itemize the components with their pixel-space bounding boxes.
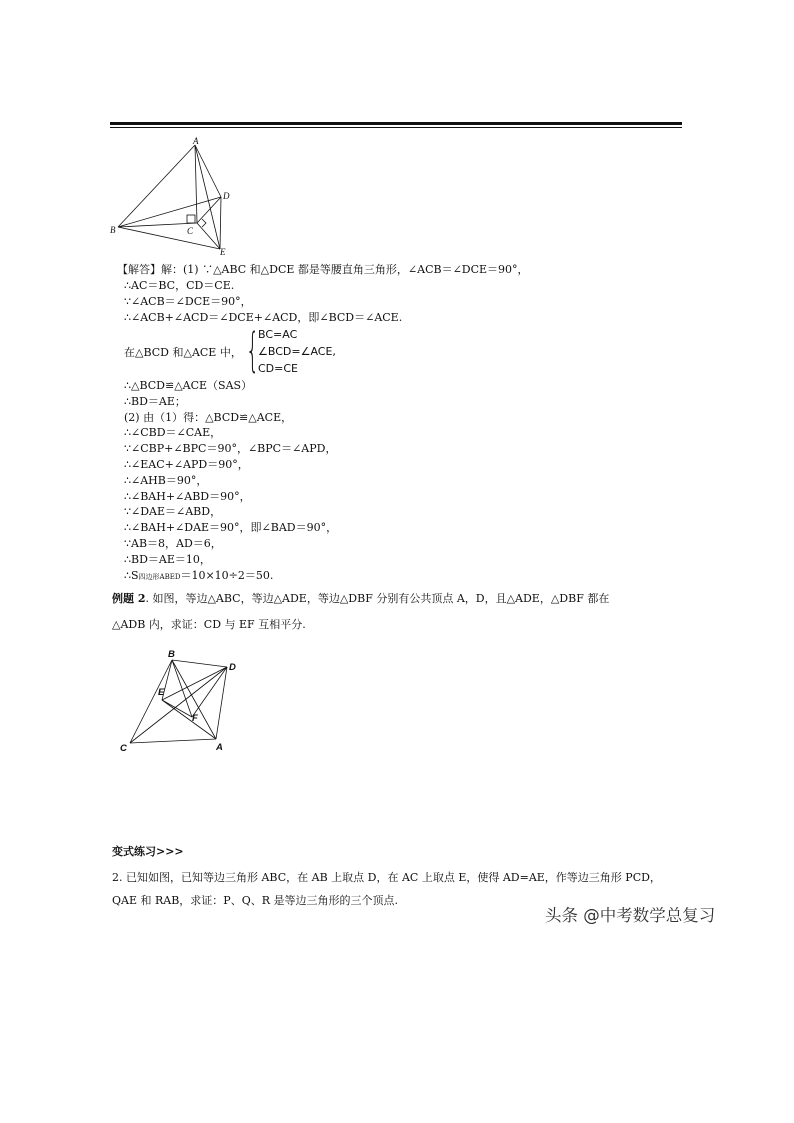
area-line: ∴S四边形ABED＝10×10÷2＝50. <box>124 568 274 582</box>
solution-line: (2) 由（1）得：△BCD≌△ACE， <box>124 410 293 424</box>
example-2-title: 例题 2 <box>112 592 146 605</box>
practice-line-2: QAE 和 RAB，求证：P、Q、R 是等边三角形的三个顶点. <box>112 894 398 907</box>
fig2-segment-fd <box>192 667 227 717</box>
solution-line: ∴AC＝BC，CD＝CE. <box>124 279 235 292</box>
practice-line-1: 2. 已知如图，已知等边三角形 ABC，在 AB 上取点 D，在 AC 上取点 E，使得 AD=AE，作等边三角形 PCD， <box>112 871 661 884</box>
fig2-segment-ba <box>172 660 216 739</box>
solution-line: ∴∠ACB+∠ACD＝∠DCE+∠ACD，即∠BCD＝∠ACE. <box>124 310 403 324</box>
fig1-segment-be <box>118 227 220 249</box>
fig1-segment-ac <box>195 145 197 223</box>
fig1-segment-ad <box>195 145 221 197</box>
system-item: CD=CE <box>258 362 298 375</box>
solution-line: 【解答】解：(1) ∵△ABC 和△DCE 都是等腰直角三角形，∠ACB＝∠DCE＝90°， <box>117 263 529 276</box>
figure-1-diagram <box>110 135 250 255</box>
fig1-right-angle-c <box>187 215 195 223</box>
solution-line: ∴BD＝AE＝10， <box>124 552 211 566</box>
solution-line: ∵∠DAE＝∠ABD， <box>124 505 222 519</box>
solution-line: ∵∠ACB＝∠DCE＝90°， <box>124 294 252 308</box>
system-items <box>258 326 336 377</box>
fig1-label-c: C <box>187 226 194 236</box>
watermark: 头条 @中考数学总复习 <box>545 906 716 925</box>
fig2-label-c: C <box>120 743 127 754</box>
fig1-label-d: D <box>223 191 230 201</box>
practice-heading: 变式练习>>> <box>112 845 184 858</box>
solution-block-2 <box>124 378 337 583</box>
fig2-segment-bf <box>172 660 192 717</box>
solution-line: ∵AB＝8，AD＝6， <box>124 536 222 550</box>
fig2-segment-ca <box>130 739 216 743</box>
fig2-segment-cb <box>130 660 172 743</box>
system-lead: 在△BCD 和△ACE 中， <box>124 346 242 359</box>
solution-line: ∴∠AHB＝90°， <box>124 473 208 487</box>
fig2-label-d: D <box>229 662 236 673</box>
solution-line: ∴∠EAC+∠APD＝90°， <box>124 457 249 471</box>
solution-line: ∴∠CBD＝∠CAE， <box>124 426 222 440</box>
solution-line: ∴∠BAH+∠DAE＝90°，即∠BAD＝90°， <box>124 521 338 535</box>
example-2-line-2: △ADB 内，求证：CD 与 EF 互相平分. <box>112 618 306 631</box>
fig1-segment-ae <box>195 145 220 249</box>
system-item: ∠BCD=∠ACE, <box>258 345 336 358</box>
example-2-line-1: 例题 2. 如图，等边△ABC，等边△ADE，等边△DBF 分别有公共顶点 A，D，且△ADE，△DBF 都在 <box>112 592 610 605</box>
fig1-segment-de <box>220 197 221 249</box>
fig1-segment-ab <box>118 145 195 227</box>
fig1-right-angle-dce <box>202 219 206 227</box>
fig2-segment-ed <box>162 667 227 700</box>
figure-2-diagram <box>112 645 242 757</box>
fig1-label-a: A <box>193 136 199 146</box>
system-brace: { <box>246 323 260 377</box>
area-subscript: 四边形ABED <box>138 572 181 581</box>
fig1-label-b: B <box>110 225 116 235</box>
solution-line: ∵∠CBP+∠BPC＝90°，∠BPC＝∠APD， <box>124 442 337 456</box>
fig2-label-b: B <box>168 649 175 660</box>
header-rule-thick <box>110 122 682 125</box>
header-rule-thin <box>110 127 682 128</box>
fig2-segment-bd <box>172 660 227 667</box>
fig2-segment-ad <box>216 667 227 739</box>
fig2-label-e: E <box>158 687 165 698</box>
solution-block-1b <box>124 278 402 325</box>
fig2-label-a: A <box>216 742 223 753</box>
solution-line: ∴△BCD≌△ACE（SAS） <box>124 379 253 392</box>
fig1-label-e: E <box>220 247 226 255</box>
solution-block-1 <box>117 262 529 278</box>
system-item: BC=AC <box>258 328 298 341</box>
fig2-segment-ea <box>162 700 216 739</box>
solution-line: ∴BD＝AE； <box>124 394 186 408</box>
fig2-label-f: F <box>192 713 198 724</box>
solution-line: ∴∠BAH+∠ABD＝90°， <box>124 489 251 503</box>
